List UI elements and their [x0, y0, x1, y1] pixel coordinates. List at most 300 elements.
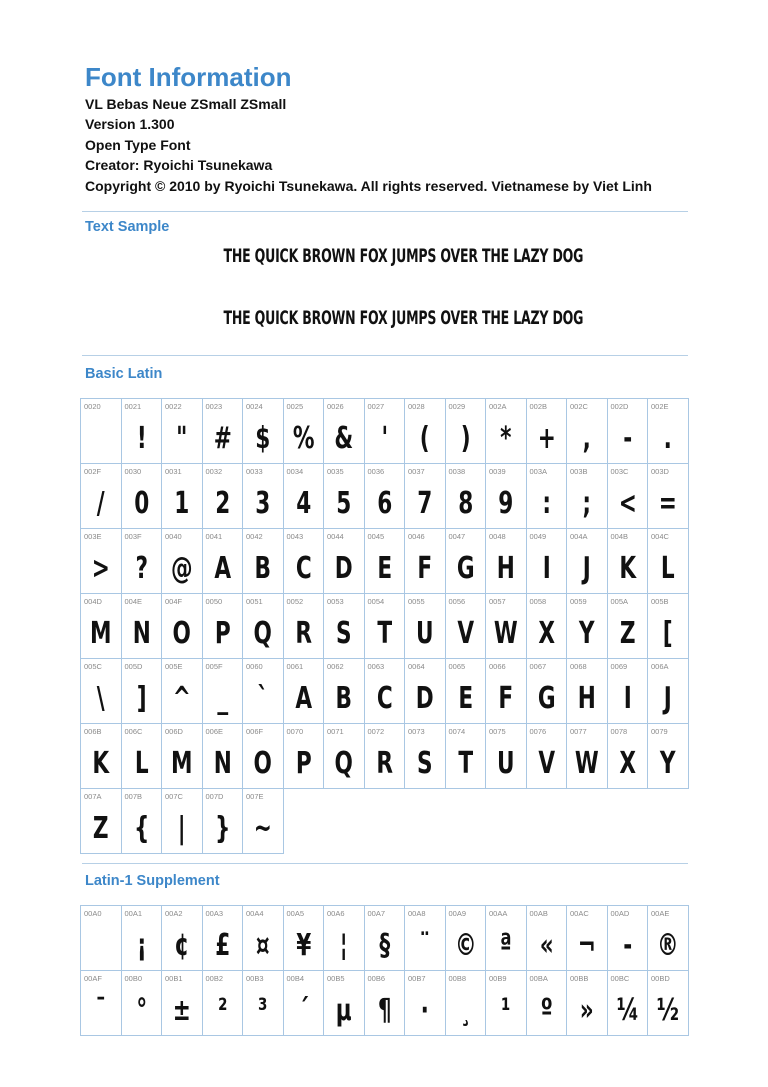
glyph-character: ?: [134, 551, 148, 586]
glyph-codepoint: 0030: [124, 467, 142, 476]
glyph-codepoint: 0051: [246, 597, 263, 606]
glyph-codepoint: 0050: [205, 597, 223, 606]
glyph-codepoint: 00A5: [286, 909, 305, 918]
glyph-codepoint: 0040: [165, 532, 182, 541]
glyph-codepoint: 0070: [286, 727, 304, 736]
font-type: Open Type Font: [85, 137, 191, 153]
glyph-cell: [81, 789, 122, 854]
glyph-codepoint: 007E: [246, 792, 264, 801]
glyph-character: W: [493, 616, 518, 651]
glyph-character: D: [415, 681, 434, 716]
glyph-codepoint: 0063: [367, 662, 385, 671]
glyph-codepoint: 0028: [408, 402, 425, 411]
glyph-cell: [203, 594, 244, 659]
glyph-codepoint: 004B: [610, 532, 629, 541]
glyph-codepoint: 004E: [124, 597, 143, 606]
glyph-character: ¦: [339, 928, 348, 963]
font-copyright: Copyright © 2010 by Ryoichi Tsunekawa. All rights reserved. Vietnamese by Viet Linh: [85, 178, 652, 194]
glyph-character: $: [255, 421, 271, 456]
glyph-character: E: [376, 551, 392, 586]
glyph-cell: [284, 659, 325, 724]
glyph-character: ¤: [255, 928, 270, 963]
glyph-character: E: [457, 681, 473, 716]
glyph-codepoint: 00AA: [489, 909, 508, 918]
glyph-codepoint: 00AB: [529, 909, 548, 918]
font-name: VL Bebas Neue ZSmall ZSmall: [85, 96, 287, 112]
glyph-character: ¯: [95, 993, 107, 1028]
glyph-cell: [284, 906, 325, 971]
glyph-character: [87, 417, 115, 461]
glyph-codepoint: 0026: [327, 402, 344, 411]
glyph-codepoint: 00A0: [84, 909, 102, 918]
glyph-codepoint: 00BA: [529, 974, 548, 983]
glyph-codepoint: 0075: [489, 727, 506, 736]
glyph-codepoint: 0043: [286, 532, 304, 541]
glyph-cell: [243, 529, 284, 594]
glyph-codepoint: 0046: [408, 532, 425, 541]
glyph-character: Q: [253, 616, 272, 651]
glyph-codepoint: 0062: [327, 662, 344, 671]
glyph-character: U: [415, 616, 434, 651]
glyph-character: (: [419, 421, 430, 456]
glyph-character: ¶: [377, 993, 392, 1028]
glyph-cell: [446, 724, 487, 789]
glyph-cell: [486, 399, 527, 464]
glyph-character: N: [132, 616, 151, 651]
glyph-codepoint: 0022: [165, 402, 182, 411]
glyph-codepoint: 0077: [570, 727, 587, 736]
glyph-codepoint: 0039: [489, 467, 506, 476]
latin1-supplement-title: Latin-1 Supplement: [85, 873, 220, 889]
glyph-character: C: [376, 681, 393, 716]
glyph-cell: [81, 399, 122, 464]
glyph-cell: [446, 594, 487, 659]
glyph-codepoint: 00AE: [651, 909, 670, 918]
glyph-cell: [365, 529, 406, 594]
basic-latin-title: Basic Latin: [85, 366, 163, 382]
glyph-character: X: [618, 746, 636, 781]
glyph-cell: [608, 464, 649, 529]
glyph-character: 4: [295, 486, 311, 521]
glyph-cell: [527, 399, 568, 464]
glyph-codepoint: 004D: [84, 597, 102, 606]
glyph-cell: [486, 594, 527, 659]
glyph-character: J: [582, 551, 591, 586]
glyph-cell: [81, 659, 122, 724]
glyph-character: Y: [578, 616, 595, 651]
glyph-character: M: [89, 616, 112, 651]
glyph-cell: [122, 789, 163, 854]
glyph-cell: [203, 659, 244, 724]
glyph-character: ´: [297, 993, 309, 1028]
glyph-character: X: [537, 616, 555, 651]
glyph-codepoint: 00BC: [610, 974, 630, 983]
glyph-cell: [324, 906, 365, 971]
text-sample-title: Text Sample: [85, 219, 170, 235]
glyph-cell: [365, 594, 406, 659]
glyph-codepoint: 0059: [570, 597, 587, 606]
glyph-codepoint: 006E: [205, 727, 224, 736]
glyph-cell: [122, 906, 163, 971]
glyph-cell: [648, 529, 689, 594]
glyph-character: >: [91, 551, 110, 586]
text-sample-line: THE QUICK BROWN FOX JUMPS OVER THE LAZY DOG: [223, 307, 584, 329]
glyph-character: #: [213, 421, 232, 456]
glyph-cell: [122, 529, 163, 594]
glyph-character: ¬: [577, 928, 596, 963]
glyph-codepoint: 00BD: [651, 974, 670, 983]
glyph-character: ¥: [295, 928, 311, 963]
glyph-character: ¢: [174, 928, 190, 963]
glyph-character: Y: [659, 746, 676, 781]
glyph-character: T: [457, 746, 473, 781]
glyph-codepoint: 00B2: [205, 974, 224, 983]
glyph-codepoint: 00A9: [448, 909, 467, 918]
glyph-codepoint: 004C: [651, 532, 669, 541]
glyph-character: _: [216, 681, 228, 716]
glyph-character: H: [577, 681, 596, 716]
glyph-cell: [486, 906, 527, 971]
glyph-codepoint: 0072: [367, 727, 385, 736]
glyph-codepoint: 007C: [165, 792, 183, 801]
glyph-cell: [81, 594, 122, 659]
glyph-character: ": [176, 421, 188, 456]
glyph-character: :: [541, 486, 551, 521]
glyph-cell: [243, 659, 284, 724]
glyph-character: A: [294, 681, 312, 716]
glyph-cell: [122, 399, 163, 464]
glyph-character: ®: [656, 928, 679, 963]
glyph-cell: [162, 399, 203, 464]
glyph-cell: [162, 906, 203, 971]
glyph-cell: [648, 594, 689, 659]
glyph-character: 2: [214, 486, 230, 521]
glyph-character: L: [134, 746, 149, 781]
glyph-character: »: [579, 993, 594, 1028]
glyph-cell: [122, 464, 163, 529]
glyph-cell: [527, 529, 568, 594]
glyph-codepoint: 0069: [610, 662, 628, 671]
glyph-codepoint: 003B: [570, 467, 588, 476]
glyph-character: R: [294, 616, 312, 651]
glyph-character: %: [292, 421, 315, 456]
glyph-codepoint: 0052: [286, 597, 304, 606]
glyph-character: R: [375, 746, 393, 781]
glyph-cell: [243, 906, 284, 971]
glyph-character: P: [214, 616, 231, 651]
glyph-codepoint: 005B: [651, 597, 669, 606]
glyph-codepoint: 00A3: [205, 909, 224, 918]
glyph-codepoint: 007A: [84, 792, 102, 801]
glyph-character: !: [136, 421, 147, 456]
glyph-cell: [243, 594, 284, 659]
glyph-codepoint: 0078: [610, 727, 628, 736]
glyph-cell: [122, 659, 163, 724]
glyph-cell: [324, 594, 365, 659]
glyph-cell: [648, 971, 689, 1036]
glyph-codepoint: 0055: [408, 597, 425, 606]
glyph-character: V: [456, 616, 474, 651]
glyph-cell: [243, 399, 284, 464]
glyph-codepoint: 006B: [84, 727, 102, 736]
glyph-character: ^: [172, 681, 191, 716]
glyph-codepoint: 004A: [570, 532, 588, 541]
glyph-cell: [567, 659, 608, 724]
glyph-character: H: [496, 551, 515, 586]
glyph-codepoint: 003D: [651, 467, 669, 476]
glyph-cell: [608, 594, 649, 659]
glyph-character: ;: [582, 486, 592, 521]
font-creator: Creator: Ryoichi Tsunekawa: [85, 157, 273, 173]
glyph-character: S: [416, 746, 433, 781]
glyph-character: K: [92, 746, 110, 781]
glyph-codepoint: 00B5: [327, 974, 345, 983]
glyph-codepoint: 003C: [610, 467, 629, 476]
glyph-cell: [567, 594, 608, 659]
glyph-character: J: [663, 681, 672, 716]
glyph-character: °: [135, 993, 147, 1028]
glyph-codepoint: 0021: [124, 402, 142, 411]
glyph-character: ¡: [136, 928, 147, 963]
glyph-cell: [405, 724, 446, 789]
glyph-codepoint: 00B8: [448, 974, 467, 983]
glyph-cell: [446, 464, 487, 529]
glyph-codepoint: 005F: [205, 662, 223, 671]
glyph-codepoint: 0020: [84, 402, 101, 411]
glyph-cell: [567, 399, 608, 464]
glyph-cell: [284, 464, 325, 529]
glyph-character: 7: [417, 486, 433, 521]
glyph-character: F: [417, 551, 433, 586]
text-sample-line: THE QUICK BROWN FOX JUMPS OVER THE LAZY DOG: [223, 245, 584, 267]
glyph-codepoint: 00A4: [246, 909, 264, 918]
glyph-codepoint: 00BB: [570, 974, 589, 983]
glyph-character: O: [253, 746, 272, 781]
glyph-codepoint: 002B: [529, 402, 548, 411]
glyph-character: Z: [619, 616, 636, 651]
glyph-codepoint: 00A8: [408, 909, 426, 918]
glyph-codepoint: 0067: [529, 662, 547, 671]
glyph-codepoint: 0037: [408, 467, 425, 476]
glyph-cell: [446, 529, 487, 594]
glyph-cell: [324, 529, 365, 594]
glyph-codepoint: 00B3: [246, 974, 264, 983]
glyph-character: 8: [457, 486, 473, 521]
glyph-cell: [81, 724, 122, 789]
glyph-cell: [486, 529, 527, 594]
glyph-cell: [203, 399, 244, 464]
glyph-cell: [527, 594, 568, 659]
glyph-cell: [203, 789, 244, 854]
glyph-codepoint: 0025: [286, 402, 304, 411]
glyph-character: ©: [454, 928, 477, 963]
glyph-cell: [446, 971, 487, 1036]
glyph-character: ~: [253, 811, 272, 846]
glyph-character: *: [500, 421, 512, 456]
glyph-codepoint: 0042: [246, 532, 263, 541]
glyph-character: |: [177, 811, 186, 846]
glyph-character: ½: [656, 993, 679, 1028]
glyph-cell: [324, 464, 365, 529]
glyph-codepoint: 0044: [327, 532, 344, 541]
glyph-codepoint: 00A1: [124, 909, 143, 918]
glyph-codepoint: 002C: [570, 402, 588, 411]
glyph-character: U: [496, 746, 515, 781]
glyph-cell: [324, 659, 365, 724]
glyph-character: P: [295, 746, 312, 781]
glyph-codepoint: 005A: [610, 597, 629, 606]
glyph-character: /: [96, 486, 105, 521]
glyph-cell: [405, 659, 446, 724]
glyph-cell: [81, 464, 122, 529]
glyph-codepoint: 0056: [448, 597, 466, 606]
glyph-codepoint: 005E: [165, 662, 183, 671]
glyph-cell: [608, 399, 649, 464]
glyph-character: O: [172, 616, 191, 651]
glyph-cell: [567, 724, 608, 789]
glyph-character: B: [335, 681, 352, 716]
glyph-codepoint: 0064: [408, 662, 425, 671]
glyph-character: }: [214, 811, 230, 846]
glyph-character: ·: [420, 993, 429, 1028]
glyph-cell: [446, 906, 487, 971]
glyph-character: 3: [255, 486, 271, 521]
glyph-codepoint: 0071: [327, 727, 344, 736]
glyph-character: 5: [336, 486, 352, 521]
glyph-character: ): [460, 421, 471, 456]
glyph-codepoint: 00AD: [610, 909, 630, 918]
glyph-codepoint: 002E: [651, 402, 669, 411]
glyph-codepoint: 0053: [327, 597, 344, 606]
glyph-cell: [608, 659, 649, 724]
glyph-character: ª: [499, 928, 512, 963]
glyph-cell: [203, 724, 244, 789]
glyph-cell: [203, 464, 244, 529]
glyph-cell: [648, 724, 689, 789]
glyph-codepoint: 002F: [84, 467, 102, 476]
glyph-character: +: [537, 421, 556, 456]
glyph-cell: [608, 724, 649, 789]
glyph-cell: [405, 464, 446, 529]
glyph-character: -: [622, 421, 632, 456]
glyph-cell: [365, 659, 406, 724]
glyph-cell: [486, 464, 527, 529]
glyph-codepoint: 0034: [286, 467, 304, 476]
glyph-codepoint: 006A: [651, 662, 669, 671]
glyph-cell: [203, 906, 244, 971]
latin1-glyph-grid: [80, 905, 689, 1036]
glyph-character: §: [378, 928, 390, 963]
glyph-codepoint: 007D: [205, 792, 224, 801]
glyph-codepoint: 006D: [165, 727, 183, 736]
glyph-codepoint: 007B: [124, 792, 143, 801]
glyph-character: {: [133, 811, 149, 846]
glyph-cell: [162, 724, 203, 789]
glyph-codepoint: 0049: [529, 532, 547, 541]
section-divider: [82, 211, 688, 212]
glyph-character: º: [540, 993, 553, 1028]
glyph-cell: [486, 659, 527, 724]
glyph-cell: [284, 529, 325, 594]
glyph-character: S: [335, 616, 352, 651]
glyph-cell: [648, 399, 689, 464]
glyph-character: 9: [498, 486, 514, 521]
glyph-codepoint: 0036: [367, 467, 385, 476]
glyph-character: W: [574, 746, 599, 781]
glyph-codepoint: 0032: [205, 467, 223, 476]
glyph-cell: [567, 464, 608, 529]
glyph-codepoint: 0073: [408, 727, 425, 736]
glyph-cell: [162, 789, 203, 854]
glyph-codepoint: 006C: [124, 727, 143, 736]
glyph-cell: [284, 724, 325, 789]
glyph-cell: [567, 529, 608, 594]
glyph-cell: [203, 971, 244, 1036]
glyph-character: ¹: [501, 993, 511, 1028]
glyph-cell: [284, 594, 325, 659]
glyph-codepoint: 0023: [205, 402, 223, 411]
glyph-codepoint: 0057: [489, 597, 506, 606]
glyph-codepoint: 00A2: [165, 909, 183, 918]
glyph-character: I: [623, 681, 632, 716]
glyph-character: 6: [376, 486, 392, 521]
glyph-codepoint: 005D: [124, 662, 143, 671]
glyph-codepoint: 003F: [124, 532, 142, 541]
font-version: Version 1.300: [85, 116, 175, 132]
glyph-character: =: [658, 486, 677, 521]
glyph-character: A: [213, 551, 231, 586]
glyph-codepoint: 00A7: [367, 909, 386, 918]
glyph-cell: [243, 789, 284, 854]
glyph-cell: [284, 399, 325, 464]
glyph-cell: [527, 971, 568, 1036]
glyph-cell: [567, 971, 608, 1036]
glyph-character: B: [254, 551, 271, 586]
glyph-codepoint: 0033: [246, 467, 263, 476]
glyph-cell: [162, 464, 203, 529]
glyph-cell: [81, 529, 122, 594]
glyph-codepoint: 00B4: [286, 974, 305, 983]
glyph-codepoint: 004F: [165, 597, 183, 606]
glyph-cell: [608, 971, 649, 1036]
glyph-character: V: [537, 746, 555, 781]
glyph-character: &: [334, 421, 354, 456]
glyph-codepoint: 005C: [84, 662, 102, 671]
glyph-cell: [405, 594, 446, 659]
glyph-character: ²: [217, 993, 227, 1028]
glyph-character: «: [539, 928, 554, 963]
glyph-cell: [81, 906, 122, 971]
glyph-cell: [324, 971, 365, 1036]
glyph-cell: [81, 971, 122, 1036]
glyph-codepoint: 00B1: [165, 974, 183, 983]
glyph-cell: [243, 724, 284, 789]
glyph-character: @: [170, 551, 193, 586]
glyph-codepoint: 0047: [448, 532, 466, 541]
glyph-character: £: [214, 928, 230, 963]
glyph-character: ¨: [419, 928, 431, 963]
glyph-codepoint: 00AC: [570, 909, 589, 918]
glyph-cell: [405, 906, 446, 971]
glyph-character: ': [380, 421, 388, 456]
glyph-codepoint: 0060: [246, 662, 263, 671]
glyph-cell: [203, 529, 244, 594]
glyph-character: <: [618, 486, 637, 521]
glyph-cell: [608, 906, 649, 971]
glyph-cell: [365, 464, 406, 529]
glyph-cell: [324, 399, 365, 464]
glyph-cell: [527, 659, 568, 724]
